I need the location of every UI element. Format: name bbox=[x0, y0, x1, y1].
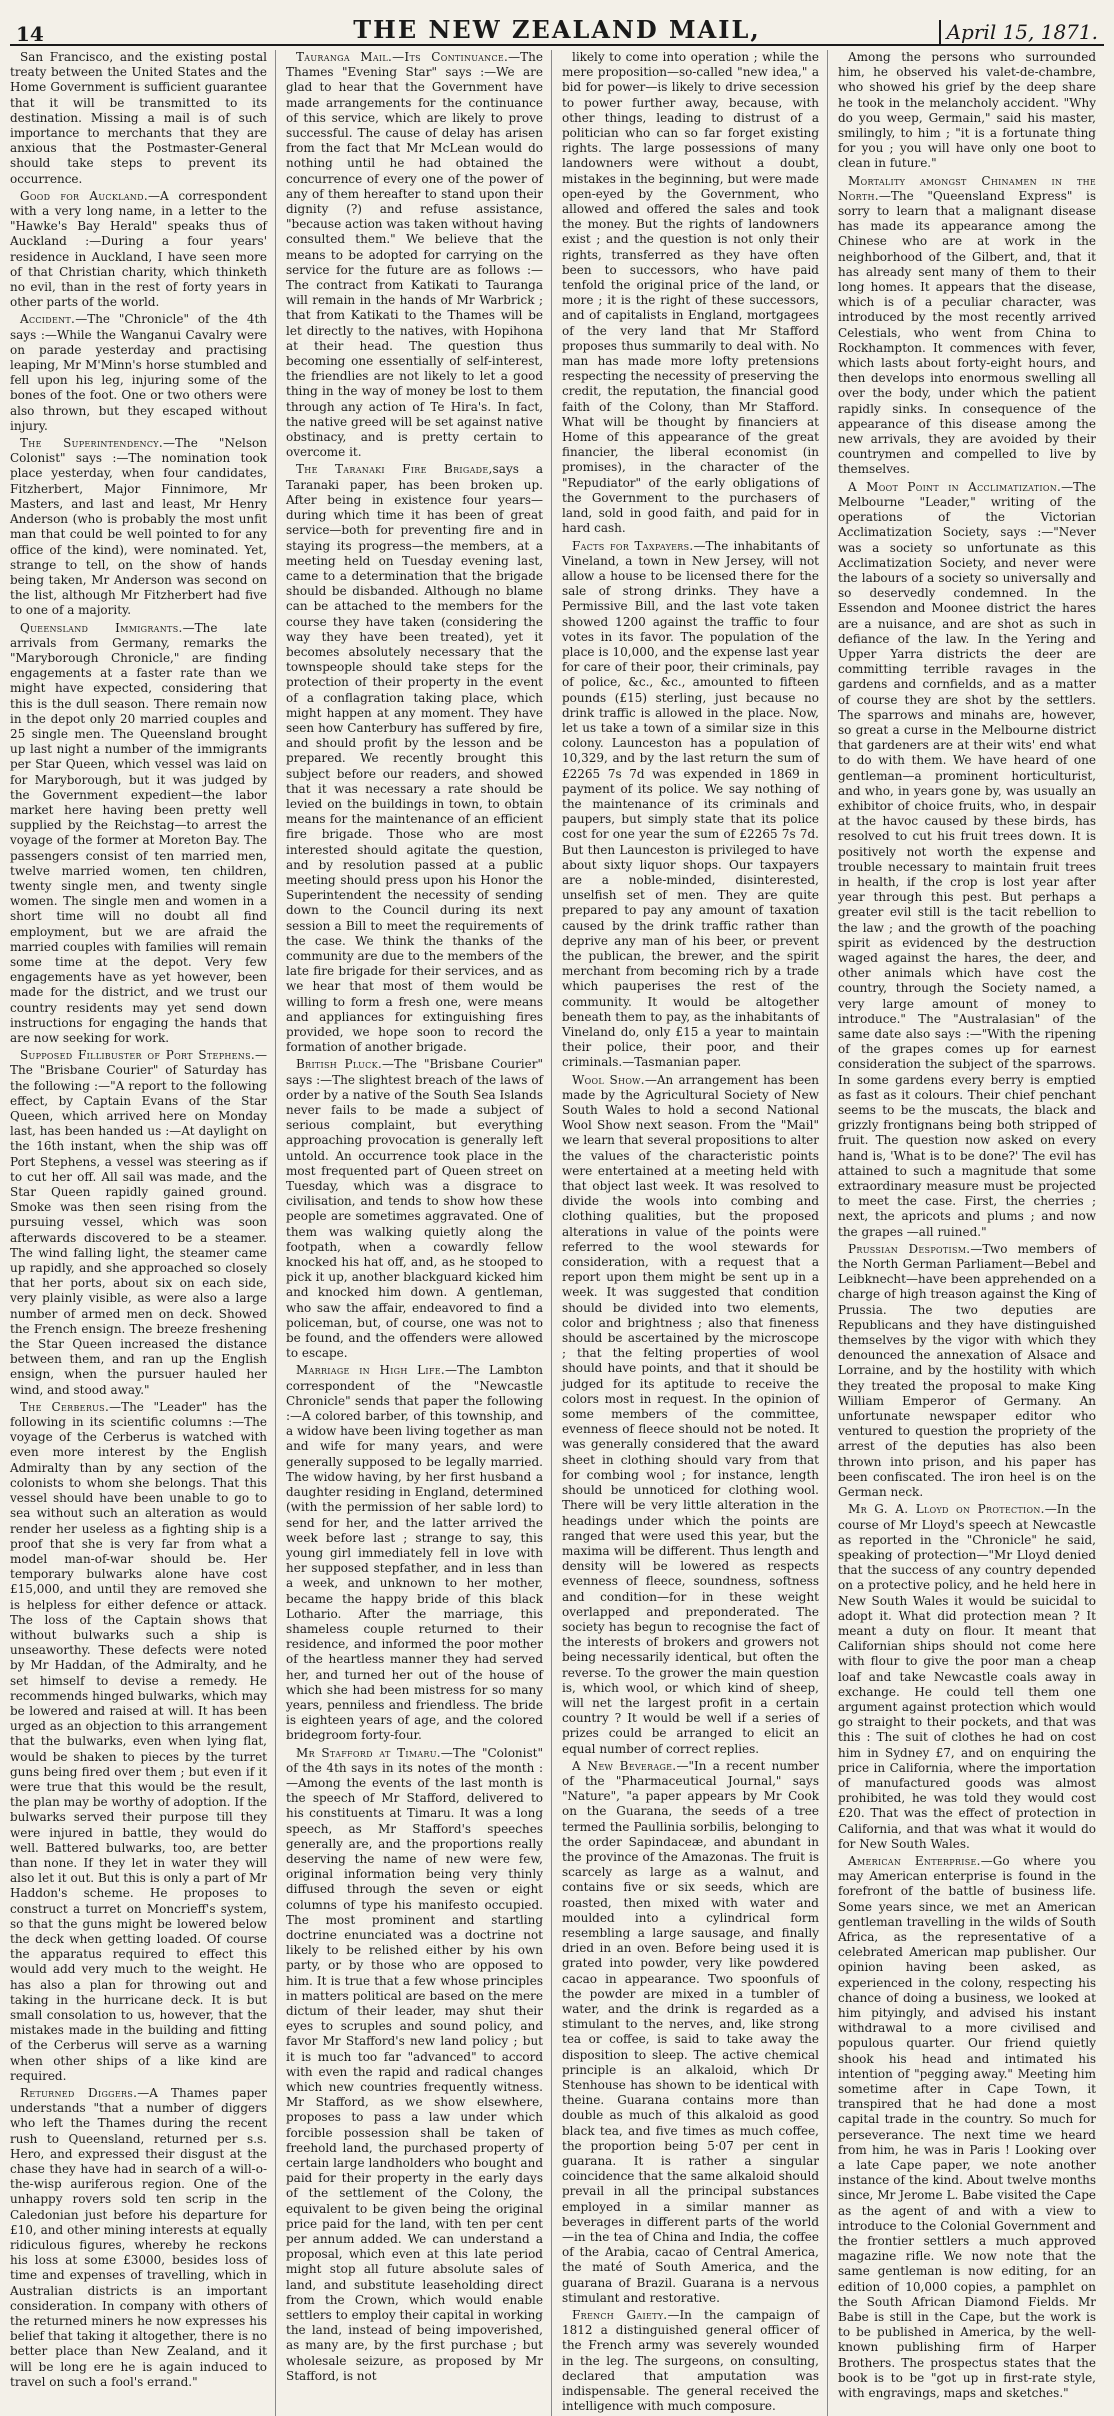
column-2 bbox=[286, 50, 552, 2416]
article-text: —The Melbourne "Leader," writing of the operations of the Victorian Acclimatization Society, says :—"Never was a society so unfortunate as this Acclimatization Society, and never were the labours of a society so universally and so deservedly condemned. In the Essendon and Moonee district the hares are a nuisance, and are shot as such in defiance of the law. In the Yering and Upper Yarra districts the deer are committing terrible ravages in the gardens and cornfields, and as a matter of course they are shot by the settlers. The sparrows and minahs are, however, so great a curse in the Melbourne district that gardeners are at their wits' end what to do with them. We have heard of one gentleman—a prominent horticulturist, and who, in years gone by, was usually an exhibitor of choice fruits, who, in despair at the havoc caused by these birds, has resolved to cut his fruit trees down. It is positively not worth the expense and trouble necessary to maintain fruit trees in health, if the crop is lost year after year through this pest. But perhaps a greater evil still is the tacit rebellion to the law ; and the growth of the poaching spirit as evidenced by the destruction waged against the hares, the deer, and other animals which have cost the country, through the Society named, a very large amount of money to introduce." The "Australasian" of the same date also says :—"With the ripening of the grapes comes up for earnest consideration the subject of the sparrows. In some gardens every berry is emptied as fast as it colours. Their chief penchant seems to be the muscats, the black and grizzly frontignans being both stripped of fruit. The question now asked on every hand is, 'What is to be done?' The evil has attained to such a magnitude that some extraordinary measure must be projected to meet the case. First, the cherries ; next, the apricots and plums ; and now the grapes —all ruined." bbox=[838, 479, 1096, 1239]
article-paragraph bbox=[286, 1746, 543, 2385]
article-text: —The "Nelson Colonist" says :—The nomination took place yesterday, when four candidates, Fitzherbert, Major Finnimore, Mr Masters, and last and least, Mr Henry Anderson (who is probably the most unfit man that could be well pointed to for any office of the kind), were nominated. Yet, strange to tell, on the show of hands being taken, Mr Anderson was second on the list, although Mr Fitzherbert had five to one of a majority. bbox=[10, 436, 267, 618]
article-paragraph bbox=[286, 462, 543, 1055]
article-paragraph bbox=[562, 1759, 819, 2306]
article-heading: French Gaiety. bbox=[572, 2308, 668, 2323]
article-text: —The Thames "Evening Star" says :—We are glad to hear that the Government have made arrangements for the continuance of this service, which are likely to prove successful. The cause of delay has arisen from the fact that Mr McLean would do nothing until he had obtained the concurrence of every one of the power of any of them hereafter to stand upon their dignity (?) and refuse assistance, "because action was taken without having consulted them." We believe that the means to be adopted for carrying on the service for the future are as follows :—The contract from Katikati to Tauranga will remain in the hands of Mr Warbrick ; that from Katikati to the Thames will be let directly to the natives, with Hopihona at their head. The question thus becoming one essentially of self-interest, the friendlies are not likely to let a good thing in the way of money be lost to them through any action of Te Hira's. In fact, the native greed will be set against native obstinacy, and is pretty certain to overcome it. bbox=[286, 50, 543, 460]
article-text: —"In a recent number of the "Pharmaceutical Journal," says "Nature", "a paper appears by Mr Cook on the Guarana, the seeds of a tree termed the Paullinia sorbilis, belonging to the order Sapindaceæ, and abundant in the province of the Amazonas. The fruit is scarcely as large as a walnut, and contains five or six seeds, which are roasted, then mixed with water and moulded into a cylindrical form resembling a large sausage, and finally dried in an oven. Before being used it is grated into powder, very like powdered cacao in appearance. Two spoonfuls of the powder are mixed in a tumbler of water, and the drink is regarded as a stimulant to the nerves, and, like strong tea or coffee, is said to take away the disposition to sleep. The active chemical principle is an alkaloid, which Dr Stenhouse has shown to be identical with theine. Guarana contains more than double as much of this alkaloid as good black tea, and five times as much coffee, the proportion being 5·07 per cent in guarana. It is rather a singular coincidence that the same alkaloid should prevail in all the principal substances employed in a similar manner as beverages in different parts of the world—in the tea of China and India, the coffee of the Arabia, cacao of Central America, the maté of South America, and the guarana of Brazil. Guarana is a nervous stimulant and restorative. bbox=[562, 1758, 820, 2305]
article-paragraph bbox=[838, 174, 1096, 478]
article-text: —Go where you may American enterprise is found in the forefront of the battle of business life. Some years since, we met an American gentleman travelling in the wilds of South Africa, as the representative of a celebrated American map publisher. Our opinion having been asked, as experienced in the colony, respecting his chance of doing a business, we looked at him pityingly, and advised his instant withdrawal to a more civilised and populous quarter. Our friend quietly shook his head and intimated his intention of "pegging away." Meeting him sometime after in Cape Town, it transpired that he had done a most capital trade in the country. So much for perseverance. The next time we heard from him, he was in Paris ! Looking over a late Cape paper, we note another instance of the kind. About twelve months since, Mr Jerome L. Babe visited the Cape as the agent of and with a view to introduce to the Colonial Government and the frontier settlers a much approved magazine rifle. We now note that the same gentleman is now editing, for an edition of 10,000 copies, a pamphlet on the South African Diamond Fields. Mr Babe is still in the Cape, but the work is to be published in America, by the well-known publishing firm of Harper Brothers. The prospectus states that the book is to be "got up in first-rate style, with engravings, maps and sketches." bbox=[838, 1853, 1096, 2401]
article-text: —The late arrivals from Germany, remarks the "Maryborough Chronicle," are finding engagements at a faster rate than we might have expected, considering that this is the dull season. There remain now in the depot only 20 married couples and 25 single men. The Queensland brought up last night a number of the immigrants per Star Queen, which vessel was laid on for Maryborough, but it was judged by the Government expedient—the labor market here having been pretty well supplied by the Reichstag—to arrest the voyage of the former at Moreton Bay. The passengers consist of ten married men, twelve married women, ten children, twenty single men, and twenty single women. The single men and women in a short time will no doubt all find employment, but we are afraid the married couples with families will remain some time at the depot. Very few engagements have as yet however, been made for the district, and we trust our country residents may yet send down instructions for engaging the hands that are now seeking for work. bbox=[10, 620, 267, 1045]
article-columns bbox=[10, 50, 1104, 2414]
article-paragraph bbox=[10, 312, 267, 434]
article-paragraph bbox=[10, 1400, 267, 2084]
article-text: —An arrangement has been made by the Agricultural Society of New South Wales to hold a second National Wool Show next season. From the "Mail" we learn that several propositions to alter the values of the characteristic points were entertained at a meeting held with that object last week. It was resolved to divide the wools into combing and clothing qualities, but the proposed alterations in value of the points were referred to the wool stewards for consideration, with a request that a report upon them might be sent up in a week. It was suggested that condition should be divided into two elements, color and brightness ; also that fineness should be ascertained by the microscope ; that the felting properties of wool should have points, and that it should be judged for its aptitude to receive the colors most in request. In the opinion of some members of the committee, evenness of fleece should not be noted. It was generally considered that the award sheet in clothing should vary from that for combing wool ; for instance, length should be unnoticed for clothing wool. There will be very little alteration in the headings under which the points are ranged that were used this year, but the maxima will be different. Thus length and density will be lowered as respects evenness of fleece, soundness, softness and condition—for in these weight overlapped and preponderated. The society has begun to recognise the fact of the interests of brokers and growers not being necessarily identical, but often the reverse. To the grower the main question is, which wool, or which kind of sheep, will net the largest profit in a certain country ? It would be well if a series of prizes could be arranged to elicit an equal number of correct replies. bbox=[562, 1072, 819, 1756]
article-paragraph bbox=[562, 1073, 819, 1757]
article-text: —The inhabitants of Vineland, a town in New Jersey, will not allow a house to be licensed there for the sale of strong drinks. They have a Permissive Bill, and the last vote taken showed 1200 against the traffic to four votes in its favor. The population of the place is 10,000, and the expense last year for care of their poor, their criminals, pay of police, &c., &c., amounted to fifteen pounds (£15) sterling, just because no drink traffic is allowed in the place. Now, let us take a town of a similar size in this colony. Launceston has a population of 10,329, and by the last return the sum of £2265 7s 7d was expended in 1869 in payment of its police. We say nothing of the maintenance of its criminals and paupers, but simply state that its police cost for one year the sum of £2265 7s 7d. But then Launceston is privileged to have about sixty liquor shops. Our taxpayers are a noble-minded, disinterested, unselfish set of men. They are quite prepared to pay any amount of taxation caused by the drink traffic rather than deprive any man of his beer, or prevent the publican, the brewer, and the spirit merchant from becoming rich by a trade which pauperises the rest of the community. It would be altogether beneath them to pay, as the inhabitants of Vineland do, only £15 a year to maintain their police, their poor, and their criminals.—Tasmanian paper. bbox=[562, 538, 819, 1070]
masthead bbox=[10, 14, 1104, 46]
article-heading: Mr Stafford at Timaru. bbox=[296, 1745, 441, 1760]
article-text: likely to come into operation ; while the mere proposition—so-called "new idea," a bid for power—is likely to drive secession to power further away, because, with other things, leading to distrust of a politician who can so far forget existing rights. The large possessions of many landowners were without a doubt, mistakes in the beginning, but were made open-eyed by the Government, who allowed and offered the sales and took the money. But the rights of landowners exist ; and the question is not only their rights, transferred as they have often been to successors, who have paid tenfold the original price of the land, or more ; it is the right of these successors, and of capitalists in England, mortgagees of the very land that Mr Stafford proposes thus summarily to deal with. No man has made more lofty pretensions respecting the necessity of preserving the credit, the reputation, the financial good faith of the Colony, than Mr Stafford. What will be thought by financiers at Home of this appearance of the great financier, the liberal economist (in promises), in the character of the "Repudiator" of the early obligations of the Government to the purchasers of land, sold in good faith, and paid for in hard cash. bbox=[562, 50, 819, 536]
article-heading: The Cerberus. bbox=[20, 1399, 110, 1414]
article-heading: The Superintendency. bbox=[20, 436, 163, 451]
column-3 bbox=[562, 50, 828, 2416]
article-text: —In the campaign of 1812 a distinguished general officer of the French army was severely wounded in the leg. The surgeons, on consulting, declared that amputation was indispensable. The general received the intelligence with much composure. bbox=[562, 2308, 819, 2414]
article-heading: Accident. bbox=[20, 312, 76, 327]
article-paragraph bbox=[838, 50, 1096, 172]
article-text: —The "Chronicle" of the 4th says :—While the Wanganui Cavalry were on parade yesterday and practising leaping, Mr M'Minn's horse stumbled and fell upon his leg, injuring some of the bones of the foot. One or two others were also thrown, but they escaped without injury. bbox=[10, 312, 267, 433]
article-paragraph bbox=[10, 189, 267, 311]
article-paragraph bbox=[562, 539, 819, 1071]
article-heading: Mr G. A. Lloyd on Protection. bbox=[848, 1502, 1045, 1517]
article-paragraph bbox=[10, 621, 267, 1047]
article-paragraph bbox=[286, 50, 543, 460]
article-heading: Mortality amongst Chinamen in the North. bbox=[838, 173, 1096, 203]
article-heading: A Moot Point in Acclimatization. bbox=[848, 479, 1062, 494]
article-paragraph bbox=[10, 50, 267, 187]
article-paragraph bbox=[286, 1363, 543, 1743]
article-paragraph bbox=[10, 2086, 267, 2390]
article-heading: British Pluck. bbox=[296, 1057, 382, 1072]
article-text: —The "Leader" has the following in its scientific columns :—The voyage of the Cerberus is watched with even more interest by the English Admiralty than by any section of the colonists to whom she belongs. That this vessel should have been unable to go to sea without such an alteration as would render her useless as a fighting ship is a proof that she is very far from what a model man-of-war should be. Her temporary bulwarks alone have cost £15,000, and until they are removed she is helpless for either defence or attack. The loss of the Captain shows that without bulwarks such a ship is unseaworthy. These defects were noted by Mr Haddan, of the Admiralty, and he set himself to devise a remedy. He recommends hinged bulwarks, which may be lowered and raised at will. It has been urged as an objection to this arrangement that the bulwarks, even when lying flat, would be shaken to pieces by the turret guns being fired over them ; but even if it were true that this would be the result, the plan may be worthy of adoption. If the bulwarks served their purpose till they were injured in battle, they would do well. Battered bulwarks, too, are better than none. If they let in water they will also let it out. But this is only a part of Mr Haddon's scheme. He proposes to construct a turret on Moncrieff's system, so that the guns might be lowered below the deck when getting loaded. Of course the apparatus required to effect this would add very much to the weight. He has also a plan for throwing out and taking in the hurricane deck. It is but small consolation to us, however, that the mistakes made in the building and fitting of the Cerberus will serve as a warning when other ships of a like kind are required. bbox=[10, 1399, 267, 2083]
article-paragraph bbox=[10, 436, 267, 618]
article-paragraph bbox=[838, 1242, 1096, 1500]
article-text: —The "Colonist" of the 4th says in its notes of the month :—Among the events of the last month is the speech of Mr Stafford, delivered to his constituents at Timaru. It was a long speech, as Mr Stafford's speeches generally are, and the proportions really deserving the name of new were few, original information being very thinly diffused through the seven or eight columns of type his manifesto occupied. The most prominent and startling doctrine enunciated was a doctrine not likely to be relished either by his own party, or by those who are opposed to him. It is true that a few whose principles in matters political are based on the mere dictum of their leader, may shut their eyes to scruples and sound policy, and favor Mr Stafford's new land policy ; but it is much too far "advanced" to accord with even the rapid and radical changes which new countries frequently witness. Mr Stafford, as we show elsewhere, proposes to pass a law under which forcible possession shall be taken of freehold land, the purchased property of certain large landholders who bought and paid for their property in the early days of the settlement of the Colony, the equivalent to be given being the original price paid for the land, with ten per cent per annum added. We can understand a proposal, which even at this late period might stop all future absolute sales of land, and substitute leaseholding direct from the Crown, which would enable settlers to employ their capital in working the land, instead of being impoverished, as many are, by the first purchase ; but wholesale seizure, as proposed by Mr Stafford, is not bbox=[286, 1745, 543, 2383]
article-paragraph bbox=[562, 50, 819, 537]
article-text: —The Lambton correspondent of the "Newcastle Chronicle" sends that paper the following :—A colored barber, of this township, and a widow have been living together as man and wife for many years, and were generally supposed to be legally married. The widow having, by her first husband a daughter residing in England, determined (with the permission of her sable lord) to send for her, and the latter arrived the week before last ; strange to say, this young girl immediately fell in love with her supposed stepfather, and in less than a week, and unknown to her mother, became the happy bride of this black Lothario. After the marriage, this shameless couple returned to their residence, and informed the poor mother of the heartless manner they had served her, and turned her out of the house of which she had been mistress for so many years, penniless and friendless. The bride is eighteen years of age, and the colored bridegroom forty-four. bbox=[286, 1363, 544, 1743]
article-heading: American Enterprise. bbox=[848, 1853, 981, 1868]
article-text: —In the course of Mr Lloyd's speech at Newcastle as reported in the "Chronicle" he said, speaking of protection—"Mr Lloyd denied that the success of any country depended on a protective policy, and he held here in New South Wales it would be suicidal to adopt it. What did protection mean ? It meant a duty on flour. It meant that Californian ships should not come here with flour to give the poor man a cheap loaf and take Newcastle coals away in exchange. He could tell them one argument against protection which would go straight to their pockets, and that was this : The suit of clothes he had on cost him in Sydney £7, and on enquiring the price in California, where the importation of manufactured goods was almost prohibited, he was told they would cost £20. That was the effect of protection in California, and that was what it would do for New South Wales. bbox=[838, 1502, 1097, 1851]
article-heading: A New Beverage. bbox=[572, 1758, 677, 1773]
article-heading: The Taranaki Fire Brigade, bbox=[296, 462, 493, 477]
article-text: —Two members of the North German Parliament—Bebel and Leibknecht—have been apprehended on a charge of high treason against the King of Prussia. The two deputies are Republicans and they have distinguished themselves by the vigor with which they denounced the annexation of Alsace and Lorraine, and by the hostility with which they treated the proposal to make King William Emperor of Germany. An unfortunate newspaper editor who ventured to question the propriety of the arrest of the deputies has also been thrown into prison, and his paper has been confiscated. The iron heel is on the German neck. bbox=[838, 1241, 1097, 1500]
article-paragraph bbox=[838, 1502, 1096, 1852]
article-paragraph bbox=[10, 1048, 267, 1398]
article-text: —A correspondent with a very long name, in a letter to the "Hawke's Bay Herald" speaks thus of Auckland :—During a four years' residence in Auckland, I have seen more of that Christian charity, which thinketh no evil, than in the rest of forty years in other parts of the world. bbox=[10, 188, 267, 310]
article-heading: Tauranga Mail.—Its Continuance. bbox=[296, 50, 509, 64]
article-text: —The "Queensland Express" is sorry to learn that a malignant disease has made its appearance among the Chinese who are at work in the neighborhood of the Gilbert, and, that it has already sent many of them to their long homes. It appears that the disease, which is of a peculiar character, was introduced by the most recently arrived Celestials, who went from China to Rockhampton. It commences with fever, which lasts about forty-eight hours, and then develops into enormous swelling all over the body, under which the patient rapidly sinks. In consequence of the appearance of this disease among the new arrivals, they are avoided by their countrymen and compelled to live by themselves. bbox=[838, 188, 1096, 477]
article-text: —The "Brisbane Courier" of Saturday has the following :—"A report to the following effect, by Captain Evans of the Star Queen, which arrived here on Monday last, has been handed us :—At daylight on the 16th instant, when the ship was off Port Stephens, a vessel was steering as if to cut her off. All sail was made, and the Star Queen rapidly gained ground. Smoke was then seen rising from the pursuing vessel, which was soon afterwards discovered to be a steamer. The wind falling light, the steamer came up rapidly, and she approached so closely that her ports, about six on each side, very plainly visible, as were also a large number of armed men on deck. Showed the French ensign. The breeze freshening the Star Queen increased the distance between them, and ran up the English ensign, when the pursuer hauled her wind, and stood away." bbox=[10, 1048, 267, 1397]
page-number: 14 bbox=[16, 22, 44, 46]
article-heading: Good for Auckland. bbox=[20, 188, 148, 203]
article-text: —A Thames paper understands "that a number of diggers who left the Thames during the recent rush to Queensland, returned per s.s. Hero, and expressed their disgust at the chase they have had in search of a will-o-the-wisp auriferous region. One of the unhappy rovers sold ten scrip in the Caledonian just before his departure for £10, and other mining interests at equally ridiculous figures, whereby he reckons his loss at some £3000, besides loss of time and expenses of travelling, which in Australian districts is an important consideration. In company with others of the returned miners he now expresses his belief that taking it altogether, there is no better place than New Zealand, and it will be long ere he is again induced to travel on such a fool's errand." bbox=[10, 2086, 267, 2389]
paper-title: THE NEW ZEALAND MAIL, bbox=[353, 14, 761, 44]
article-paragraph bbox=[838, 1854, 1096, 2401]
article-text: says a Taranaki paper, has been broken up. After being in existence four years—during which time it has been of great service—both for preventing fire and in staying its progress—the members, at a meeting held on Tuesday evening last, came to a determination that the brigade should be disbanded. Although no blame can be attached to the members for the course they have taken (considering the way they have been treated), yet it becomes absolutely necessary that the townspeople should take steps for the protection of their property in the event of a conflagration taking place, which might happen at any moment. They have seen how Canterbury has suffered by fire, and should profit by the lesson and be prepared. We recently brought this subject before our readers, and showed that it was necessary a rate should be levied on the buildings in town, to obtain means for the maintenance of an efficient fire brigade. Those who are most interested should agitate the question, and by resolution passed at a public meeting should press upon his Honor the Superintendent the necessity of sending down to the Council during its next session a Bill to meet the requirements of the case. We think the thanks of the community are due to the members of the late fire brigade for their services, and as we hear that most of them would be willing to form a fresh one, were means and appliances for extinguishing fires provided, we hope soon to record the formation of another brigade. bbox=[286, 462, 543, 1055]
issue-date: April 15, 1871. bbox=[939, 20, 1098, 44]
article-paragraph bbox=[562, 2308, 819, 2414]
column-1 bbox=[10, 50, 276, 2416]
article-heading: Wool Show. bbox=[572, 1072, 645, 1087]
article-heading: Returned Diggers. bbox=[20, 2086, 138, 2101]
article-heading: Facts for Taxpayers. bbox=[572, 538, 694, 553]
article-heading: Supposed Fillibuster of Port Stephens. bbox=[20, 1048, 255, 1063]
article-heading: Marriage in High Life. bbox=[296, 1363, 445, 1378]
article-paragraph bbox=[286, 1057, 543, 1361]
article-text: —The "Brisbane Courier" says :—The slightest breach of the laws of order by a native of the South Sea Islands never fails to be made a subject of serious complaint, but everything approaching provocation is generally left untold. An occurrence took place in the most frequented part of Queen street on Tuesday, which was a disgrace to civilisation, and tends to show how these people are sometimes aggravated. One of them was walking quietly along the footpath, when a cowardly fellow knocked his hat off, and, as he stooped to pick it up, another blackguard kicked him and knocked him down. A gentleman, who saw the affair, endeavored to find a policeman, but, of course, one was not to be found, and the offenders were allowed to escape. bbox=[286, 1057, 544, 1361]
article-paragraph bbox=[838, 480, 1096, 1240]
article-text: San Francisco, and the existing postal treaty between the United States and the Home Government is sufficient guarantee that it will be transmitted to its destination. Missing a mail is of such importance to merchants that they are anxious that the Postmaster-General should take steps to prevent its occurrence. bbox=[10, 50, 267, 186]
article-heading: Prussian Despotism. bbox=[848, 1241, 971, 1256]
article-text: Among the persons who surrounded him, he observed his valet-de-chambre, who showed his grief by the deep share he took in the melancholy accident. "Why do you weep, Germain," said his master, smilingly, to him ; "it is a fortunate thing for you ; you will have only one boot to clean in future." bbox=[838, 50, 1096, 171]
column-4 bbox=[838, 50, 1104, 2416]
article-heading: Queensland Immigrants. bbox=[20, 620, 183, 635]
